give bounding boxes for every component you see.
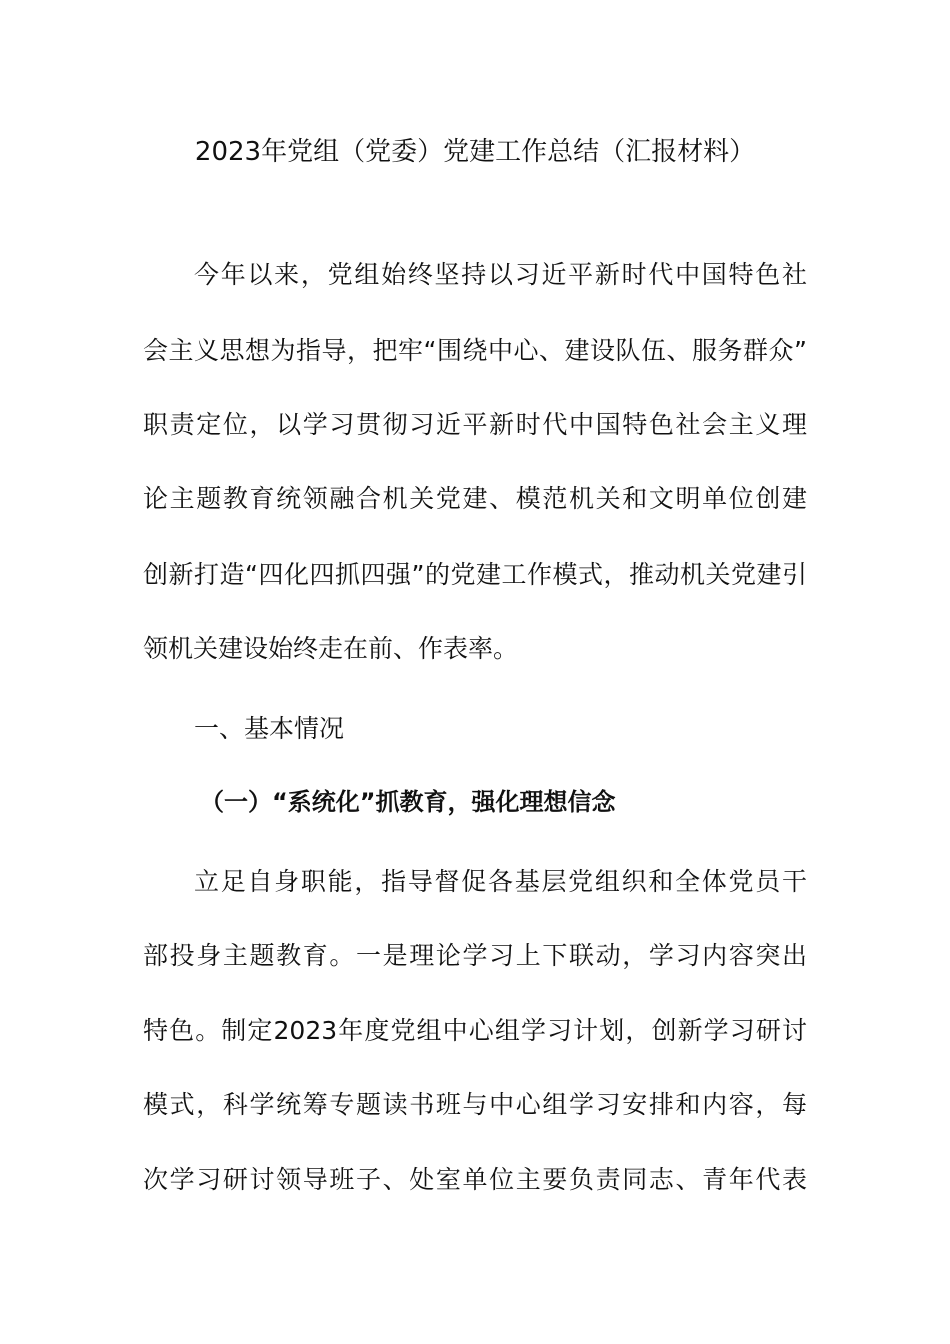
paragraph-line: 立足自身职能，指导督促各基层党组织和全体党员干 bbox=[194, 867, 807, 896]
subsection-heading: （一）“系统化”抓教育，强化理想信念 bbox=[200, 788, 616, 816]
paragraph-line: 会主义思想为指导，把牢“围绕中心、建设队伍、服务群众” bbox=[143, 336, 807, 365]
paragraph-line: 今年以来，党组始终坚持以习近平新时代中国特色社 bbox=[194, 260, 807, 289]
paragraph-line: 部投身主题教育。一是理论学习上下联动，学习内容突出 bbox=[143, 941, 807, 970]
document-title: 2023年党组（党委）党建工作总结（汇报材料） bbox=[194, 137, 756, 167]
section-heading: 一、基本情况 bbox=[194, 714, 345, 743]
paragraph-line: 特色。制定2023年度党组中心组学习计划，创新学习研讨 bbox=[143, 1016, 807, 1045]
paragraph-line: 模式，科学统筹专题读书班与中心组学习安排和内容，每 bbox=[143, 1090, 807, 1119]
paragraph-line: 领机关建设始终走在前、作表率。 bbox=[143, 634, 519, 663]
paragraph-line: 职责定位，以学习贯彻习近平新时代中国特色社会主义理 bbox=[143, 410, 807, 439]
paragraph-line: 论主题教育统领融合机关党建、模范机关和文明单位创建 bbox=[143, 484, 807, 513]
paragraph-line: 次学习研讨领导班子、处室单位主要负责同志、青年代表 bbox=[143, 1165, 807, 1194]
paragraph-line: 创新打造“四化四抓四强”的党建工作模式，推动机关党建引 bbox=[143, 560, 807, 589]
